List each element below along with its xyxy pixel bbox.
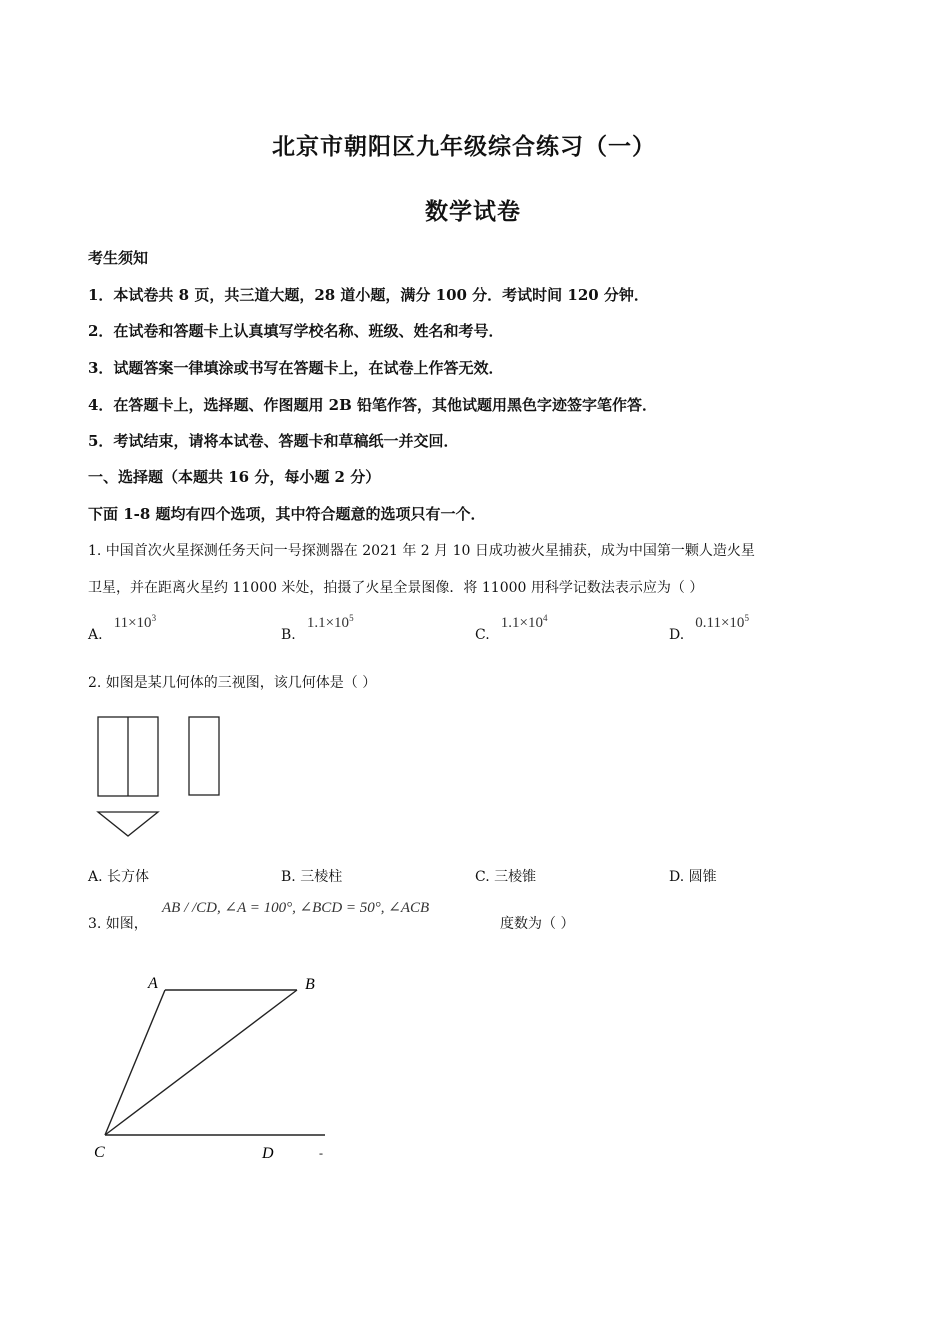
option-label: C. [475, 627, 490, 643]
option-formula: $1.1\times 10^5$ [306, 613, 354, 631]
page-title: 北京市朝阳区九年级综合练习（一） [272, 133, 656, 160]
tick-mark: - [319, 1146, 323, 1160]
question-2-option-b: B. 三棱柱 [281, 869, 343, 885]
notice-item: 4．在答题卡上，选择题、作图题用 2B 铅笔作答，其他试题用黑色字迹签字笔作答． [88, 396, 658, 414]
option-label: D. [669, 627, 685, 643]
option-formula: $0.11\times 10^5$ [695, 613, 749, 631]
question-2-stem: 2. 如图是某几何体的三视图，该几何体是（ ） [88, 675, 377, 691]
question-3-figure [85, 965, 335, 1165]
notice-heading: 考生须知 [88, 249, 149, 267]
notice-item: 5．考试结束，请将本试卷、答题卡和草稿纸一并交回． [88, 432, 459, 450]
label-b: B [305, 976, 315, 993]
option-label: A. [88, 627, 103, 643]
question-3-suffix: 度数为（ ） [500, 916, 575, 932]
question-1-stem: 1. 中国首次火星探测任务天问一号探测器在 2021 年 2 月 10 日成功被火星捕获，成为中国第一颗人造火星 [88, 543, 755, 559]
page-subtitle: 数学试卷 [425, 198, 521, 225]
question-1-option-c [475, 612, 548, 643]
section-heading: 一、选择题（本题共 16 分，每小题 2 分） [88, 468, 381, 486]
question-1-option-b [281, 612, 354, 643]
question-1-option-a [88, 612, 157, 643]
question-2-option-a: A. 长方体 [88, 869, 150, 885]
label-d: D [262, 1145, 274, 1162]
question-1-option-d [669, 612, 749, 643]
three-view-figure [90, 710, 230, 845]
question-1-stem-cont: 卫星，并在距离火星约 11000 米处，拍摄了火星全景图像．将 11000 用科学记数法表示应为（ ） [88, 580, 704, 596]
question-2-option-d: D. 圆锥 [669, 869, 717, 885]
question-3-condition: AB / /CD, ∠A = 100°, ∠BCD = 50°, ∠ACB [162, 900, 430, 916]
notice-item: 2．在试卷和答题卡上认真填写学校名称、班级、姓名和考号． [88, 322, 504, 340]
section-instruction: 下面 1-8 题均有四个选项，其中符合题意的选项只有一个． [88, 505, 486, 523]
question-2-option-c: C. 三棱锥 [475, 869, 537, 885]
label-c: C [94, 1144, 105, 1161]
segment-bc [105, 990, 297, 1135]
option-formula: $1.1\times 10^4$ [500, 613, 548, 631]
notice-item: 3．试题答案一律填涂或书写在答题卡上，在试卷上作答无效． [88, 359, 504, 377]
label-a: A [148, 975, 158, 992]
notice-item: 1．本试卷共 8 页，共三道大题，28 道小题，满分 100 分．考试时间 120 分钟． [88, 286, 649, 304]
option-label: B. [281, 627, 296, 643]
top-view [98, 812, 158, 836]
segment-ac [105, 990, 165, 1135]
side-view [189, 717, 219, 795]
option-formula: $11\times 10^3$ [113, 613, 157, 631]
question-3-prefix: 3. 如图， [88, 916, 148, 932]
